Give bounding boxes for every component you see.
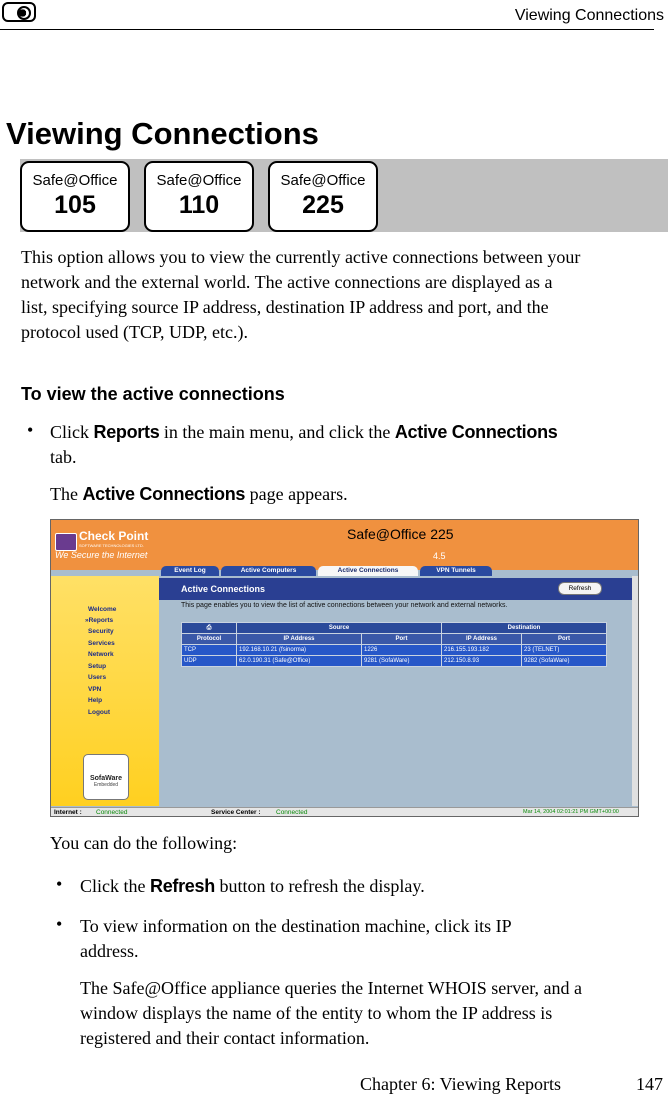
- cell-source-port: 1226: [362, 645, 442, 656]
- bullet3-line: To view information on the destination machine, click its IP: [80, 916, 512, 936]
- bullet2-post: button to refresh the display.: [214, 876, 425, 896]
- tab-active-connections[interactable]: Active Connections: [318, 566, 418, 576]
- nav-users[interactable]: Users: [88, 674, 107, 681]
- step1-pre: Click: [50, 422, 94, 442]
- status-internet-value: Connected: [96, 809, 128, 816]
- scrollbar[interactable]: [632, 576, 639, 806]
- step1-result: [50, 482, 348, 507]
- step1: [50, 420, 650, 470]
- sofaware-line1: SofaWare: [89, 775, 123, 782]
- page-number: 147: [636, 1074, 663, 1094]
- footer-chapter: Chapter 6: Viewing Reports: [360, 1074, 562, 1094]
- active-connections-keyword: Active Connections: [394, 422, 558, 442]
- badge-105: [20, 161, 130, 232]
- badge-110: [144, 161, 254, 232]
- cell-dest-ip[interactable]: 216.155.193.182: [442, 645, 522, 656]
- col-dest-port[interactable]: Port: [522, 634, 607, 645]
- step1-mid: in the main menu, and click the: [159, 422, 395, 442]
- badge-line2: 105: [54, 191, 96, 219]
- bullet-dot: •: [56, 874, 63, 894]
- cell-source-port: 9281 (SofaWare): [362, 656, 442, 667]
- table-row: [182, 645, 607, 656]
- col-source-port[interactable]: Port: [362, 634, 442, 645]
- table-row: [182, 656, 607, 667]
- status-service-value: Connected: [276, 809, 308, 816]
- following-text: You can do the following:: [50, 833, 238, 853]
- group-destination: Destination: [442, 623, 607, 634]
- badge-underline: [20, 232, 398, 234]
- active-connections-screenshot: [50, 519, 639, 817]
- cell-protocol: UDP: [182, 656, 237, 667]
- tab-vpn-tunnels[interactable]: VPN Tunnels: [420, 566, 492, 576]
- eye-icon: [2, 2, 36, 22]
- status-service-label: Service Center :: [211, 809, 261, 816]
- bullet-refresh: [80, 874, 425, 899]
- bullet3-result-line: window displays the name of the entity to whom the IP address is: [80, 1003, 553, 1023]
- nav-setup[interactable]: Setup: [88, 663, 107, 670]
- step1-result-post: page appears.: [245, 484, 348, 504]
- bullet-dot: •: [56, 914, 63, 934]
- cell-source-ip: 62.0.190.31 (Safe@Office): [237, 656, 362, 667]
- step1-post: tab.: [50, 447, 77, 467]
- intro-line: list, specifying source IP address, destination IP address and port, and the: [21, 297, 549, 317]
- tab-active-computers[interactable]: Active Computers: [221, 566, 316, 576]
- badge-225: [268, 161, 378, 232]
- nav-reports[interactable]: »Reports: [85, 617, 114, 624]
- running-header-title: Viewing Connections: [514, 7, 664, 24]
- nav-help[interactable]: Help: [88, 697, 103, 704]
- brand-tagline: We Secure the Internet: [55, 550, 148, 560]
- nav-welcome[interactable]: Welcome: [88, 606, 117, 613]
- intro-line: network and the external world. The active connections are displayed as a: [21, 272, 553, 292]
- brand-name: Check Point: [79, 529, 149, 543]
- nav-security[interactable]: Security: [88, 628, 114, 635]
- badge-line1: Safe@Office: [156, 172, 242, 189]
- col-protocol[interactable]: Protocol: [182, 634, 237, 645]
- brand-subtitle: SOFTWARE TECHNOLOGIES LTD.: [79, 543, 144, 548]
- product-version: 4.5: [433, 551, 446, 561]
- refresh-button[interactable]: Refresh: [558, 582, 602, 595]
- bullet3-result-line: registered and their contact information.: [80, 1028, 370, 1048]
- bullet3-line: address.: [80, 941, 139, 961]
- active-connections-keyword: Active Connections: [82, 484, 246, 504]
- badge-line1: Safe@Office: [32, 172, 118, 189]
- col-source-ip[interactable]: IP Address: [237, 634, 362, 645]
- cell-dest-ip[interactable]: 212.150.8.93: [442, 656, 522, 667]
- sofaware-logo: [83, 754, 129, 800]
- bullet2-pre: Click the: [80, 876, 150, 896]
- refresh-keyword: Refresh: [150, 876, 215, 896]
- product-name: Safe@Office 225: [347, 526, 454, 542]
- bullet-dot: •: [27, 420, 34, 440]
- col-dest-ip[interactable]: IP Address: [442, 634, 522, 645]
- nav-vpn[interactable]: VPN: [88, 686, 102, 693]
- header-rule: [0, 29, 654, 30]
- nav-services[interactable]: Services: [88, 640, 115, 647]
- status-time: Mar 14, 2004 02:01:21 PM GMT+00:00: [523, 809, 619, 815]
- bullet3-result-line: The Safe@Office appliance queries the Internet WHOIS server, and a: [80, 978, 582, 998]
- main-title: Active Connections: [181, 584, 266, 594]
- table-corner-icon: ⎙: [182, 623, 237, 634]
- status-bar: [51, 807, 639, 817]
- tab-event-log[interactable]: Event Log: [161, 566, 219, 576]
- cell-dest-port: 9282 (SofaWare): [522, 656, 607, 667]
- intro-line: This option allows you to view the currently active connections between your: [21, 247, 581, 267]
- main-description: This page enables you to view the list of active connections between your network and external networks.: [181, 602, 508, 609]
- checkpoint-logo-icon: [55, 533, 77, 551]
- cell-protocol: TCP: [182, 645, 237, 656]
- intro-paragraph: [21, 245, 668, 345]
- reports-keyword: Reports: [93, 422, 160, 442]
- cell-source-ip: 192.168.10.21 (fsinorma): [237, 645, 362, 656]
- page-title: Viewing Connections: [6, 116, 319, 151]
- intro-line: protocol used (TCP, UDP, etc.).: [21, 322, 248, 342]
- connections-table: [181, 622, 607, 667]
- bullet-whois: [80, 914, 660, 964]
- section-title: To view the active connections: [21, 384, 285, 404]
- group-source: Source: [237, 623, 442, 634]
- sofaware-line2: Embedded: [93, 782, 119, 788]
- step1-result-pre: The: [50, 484, 83, 504]
- nav-logout[interactable]: Logout: [88, 709, 111, 716]
- badge-line2: 225: [302, 191, 344, 219]
- badge-line2: 110: [178, 191, 220, 219]
- cell-dest-port: 23 (TELNET): [522, 645, 607, 656]
- bullet3-result: [80, 976, 668, 1051]
- status-internet-label: Internet :: [54, 809, 82, 816]
- nav-network[interactable]: Network: [88, 651, 114, 658]
- main-content: [159, 576, 632, 806]
- badge-line1: Safe@Office: [280, 172, 366, 189]
